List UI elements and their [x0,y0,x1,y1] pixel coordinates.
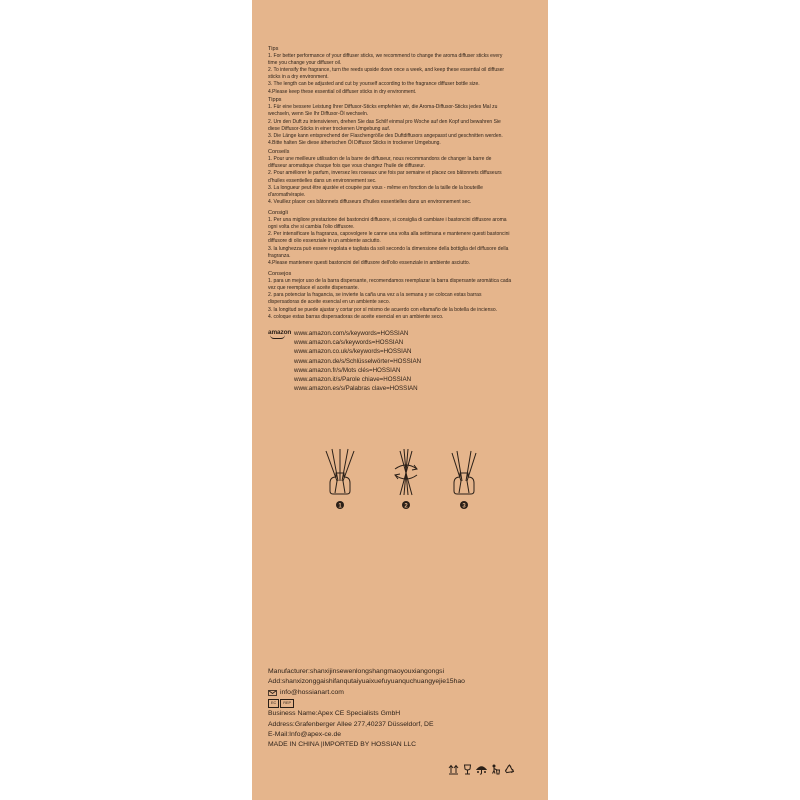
tip-line: 4.Please keep these essential oil diffuser sticks in dry environment. [268,88,417,95]
step-number: 1 [338,503,342,510]
tip-line: 2. Pour améliorer le parfum, inversez les roseaux une fois par semaine et placez ces bâtonnets diffuseurs [268,170,502,177]
email-row [268,688,538,698]
step-number: 3 [462,503,466,510]
step-3 [444,447,484,517]
amazon-links-block [268,329,536,393]
amazon-link: www.amazon.ca/s/keywords=HOSSIAN [294,339,404,347]
manufacturer: Manufacturer:shanxijinsewenlongshangmaoyouxiangongsi [268,668,445,675]
tip-line: 3. la lunghezza può essere regolata e tagliata da soli secondo la dimensione della bottiglia del diffusore della [268,245,509,252]
tip-line: 1. Per una migliore prestazione dei bastoncini diffusore, si consiglia di cambiare i bastoncini diffusore aroma [268,216,507,223]
made-in: MADE IN CHINA |IMPORTED BY HOSSIAN LLC [268,741,417,749]
tip-line: 4. coloque estas barras dispersadoras de aceite esencial en un ambiente seco. [268,313,444,320]
tip-line: 2. To intensify the fragrance, turn the reeds upside down once a week, and keep these essential oil diffuser [268,66,505,73]
business-name: Business Name:Apex CE Specialists GmbH [268,710,401,718]
section-title: Consigli [268,209,288,216]
amazon-link: www.amazon.com/s/keywords=HOSSIAN [294,330,409,337]
amazon-link: www.amazon.es/s/Palabras clave=HOSSIAN [294,385,418,393]
tip-line: 1. para un mejor uso de la barra dispersante, recomendamos reemplazar la barra dispersante aromática cada [268,277,512,284]
tip-line: 1. Pour une meilleure utilisation de la barre de diffuseur, nous recommandons de changer la barre de [268,155,492,162]
fragile-icon [462,764,473,775]
tip-line: diffusore di olio essenziale in un ambiente asciutto. [268,238,381,245]
step-1 [320,447,360,517]
tip-line: d'huiles essentielles dans un environnement sec. [268,177,377,184]
ec-rep-badge [268,699,538,708]
amazon-link: www.amazon.it/s/Parole chiave=HOSSIAN [294,376,412,384]
tip-line: vez que reemplace el aceite dispersante. [268,284,359,291]
section-title: Tipps [268,97,282,104]
tips-content [268,44,536,393]
this-way-up-icon [448,764,459,775]
keep-dry-icon [476,764,487,775]
tip-line: 2. Per intensificare la fragranza, capovolgere le canne una volta alla settimana e mantenere questi bastoncini [268,231,510,238]
tip-line: 4. Veuillez placer ces bâtonnets diffuseurs d'huiles essentielles dans un environnement sec. [268,199,472,206]
tip-line: ogni volta che si cambia l'olio diffusore. [268,224,355,231]
footer-info [268,667,538,751]
tip-line: 3. Die Länge kann entsprechend der Flaschengröße des Duftdiffusors angepasst und geschnitten werden. [268,133,503,140]
tidyman-icon [490,764,501,775]
amazon-link: www.amazon.de/s/Schlüsselwörter=HOSSIAN [294,357,422,365]
tip-line: fragranza. [268,252,291,259]
section-gap [268,321,536,323]
reed-flip-icon [386,447,426,517]
usage-steps [268,447,536,517]
amazon-smile-icon [270,335,285,339]
tip-line: sticks in a dry environment. [268,74,329,81]
tip-line: diese Diffusor-Sticks in einer trockenen Umgebung auf. [268,125,391,132]
section-gap [268,267,536,269]
ce-email: E-Mail:Info@apex-ce.de [268,731,342,739]
recycle-icon [504,764,515,775]
section-title: Conseils [268,148,290,155]
amazon-link-list [294,329,421,393]
rep-badge: REP [280,699,294,708]
tip-line: diffuseur aromatique chaque fois que vous changez l'huile de diffuseur. [268,163,425,170]
tip-line: wechseln, wenn Sie Ihr Diffusor-Öl wechseln. [268,111,369,118]
amazon-link: www.amazon.co.uk/s/keywords=HOSSIAN [294,348,412,356]
section-gap [268,206,536,208]
amazon-logo-text: amazon [268,329,292,336]
tip-line: 2. para potenciar la fragancia, se invierte la caña una vez a la semana y se colocan estas barras [268,292,482,299]
tip-line: d'aromathérapie. [268,191,306,198]
ec-badge: EC [268,699,279,708]
email: info@hossianart.com [280,688,344,696]
tip-line: 1. For better performance of your diffuser sticks, we recommend to change the aroma diffuser sticks every [268,52,503,59]
section-title: Tips [268,45,279,52]
package-panel [252,0,548,800]
amazon-logo [268,329,291,336]
manufacturer-address: Add:shanxizonggaishifanqutaiyuaixuefuyuanquchuangyejie15hao [268,678,465,686]
tip-line: 2. Um den Duft zu intensivieren, drehen Sie das Schilf einmal pro Woche auf den Kopf und bewahren Sie [268,118,501,125]
diffuser-bottle-icon [444,447,484,517]
section-title: Consejos [268,270,292,277]
ce-address: Address:Grafenberger Allee 277,40237 Düsseldorf, DE [268,720,434,728]
tip-line: 4.Please mantenere questi bastoncini del diffusore dell'olio essenziale in ambiente asciutto. [268,260,471,267]
envelope-icon [268,690,277,696]
tip-line: 4.Bitte halten Sie diese ätherischen Öl Diffusor Sticks in trockener Umgebung. [268,140,441,147]
tip-line: 3. la longitud se puede ajustar y cortar por sí mismo de acuerdo con eltamaño de la botella de incienso. [268,306,498,313]
tip-line: 1. Für eine bessere Leistung Ihrer Diffusor-Sticks empfehlen wir, die Aroma-Diffusor-Sticks jedes Mal zu [268,104,498,111]
step-number: 2 [404,503,408,510]
tip-line: dispersadoras de aceite esencial en un ambiente seco. [268,299,391,306]
amazon-link: www.amazon.fr/s/Mots clés=HOSSIAN [294,366,401,374]
tip-line: 3. La longueur peut être ajustée et coupée par vous - même en fonction de la taille de la bouteille [268,184,483,191]
diffuser-bottle-icon [320,447,360,517]
step-2 [386,447,426,517]
package-symbols [448,764,515,775]
tip-line: time you change your diffuser oil. [268,59,342,66]
tip-line: 3. The length can be adjusted and cut by yourself according to the fragrance diffuser bottle size. [268,81,480,88]
